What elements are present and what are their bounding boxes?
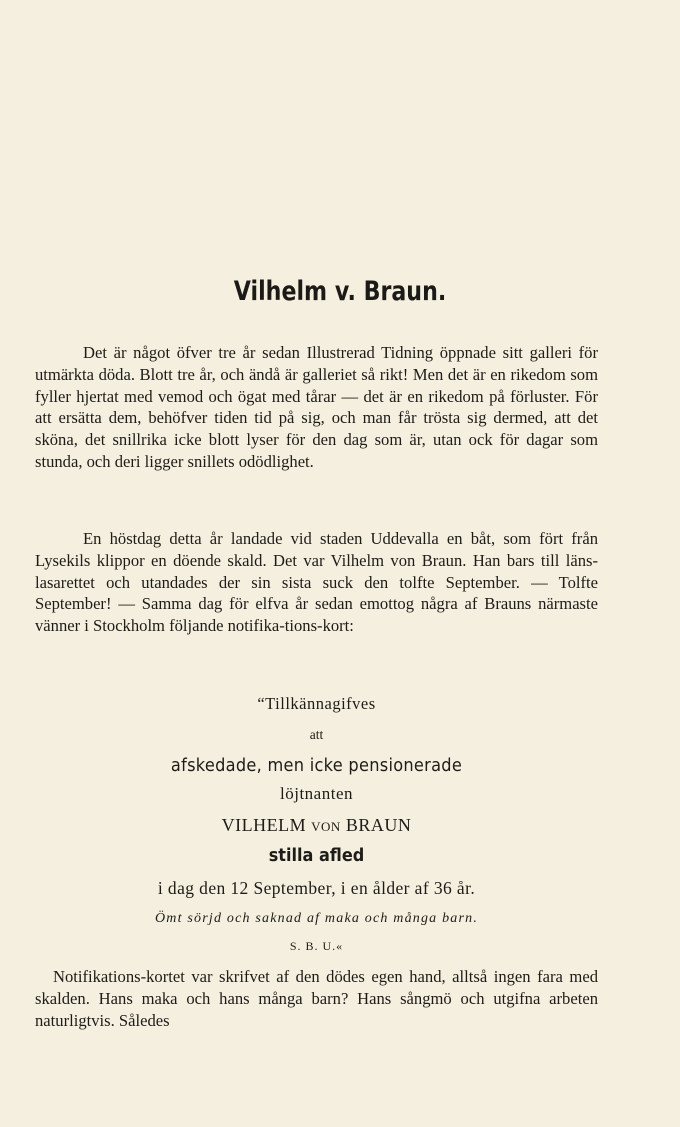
- notice-name-von: VON: [311, 819, 341, 834]
- notice-heading: “Tillkännagifves: [257, 694, 376, 713]
- notice-name-last: BRAUN: [345, 815, 412, 835]
- notice-date-age: i dag den 12 September, i en ålder af 36 år.: [157, 878, 476, 898]
- notice-signature: S. B. U.«: [289, 939, 344, 953]
- paragraph-closing-text: Notifikations-kortet var skrifvet af den dödes egen hand, alltså ingen fara med skalden. Hans maka och hans många barn? Hans sångmö och utgifna arbeten naturligtvis. Således: [35, 967, 598, 1030]
- paragraph-closing: [35, 966, 598, 1031]
- notice-mourned: Ömt sörjd och saknad af maka och många barn.: [154, 911, 479, 926]
- notice-rank: löjtnanten: [280, 784, 353, 803]
- notice-rank-description: afskedade, men icke pensionerade: [170, 755, 463, 776]
- notice-passed: stilla afled: [268, 846, 365, 866]
- paragraph-narrative-text: En höstdag detta år landade vid staden Uddevalla en båt, som fört från Lysekils klippor en döende skald. Det var Vilhelm von Braun. Han bars till läns-lasarettet och utandades der sin sista suck den tolfte September. — Tolfte September! — Samma dag för elfva år sedan emottog några af Brauns närmaste vänner i Stockholm följande notifika-tions-kort:: [35, 529, 598, 636]
- notice-att: att: [309, 727, 324, 742]
- notice-name-first: VILHELM: [221, 815, 307, 835]
- paragraph-narrative: [35, 528, 598, 637]
- paragraph-intro-text: Det är något öfver tre år sedan Illustrerad Tidning öppnade sitt galleri för utmärkta döda. Blott tre år, och ändå är galleriet så rikt! Men det är en rikedom som fyller hjertat med vemod och ögat med tårar — det är en rikedom på förluster. För att ersätta dem, behöfver tiden tid på sig, och man får trösta sig dermed, att det sköna, det snillrika icke blott lyser för den dag som är, utan ock för dagar som stunda, och deri ligger snillets odödlighet.: [35, 343, 598, 471]
- paragraph-intro: [35, 342, 598, 473]
- article-title: Vilhelm v. Braun.: [233, 276, 447, 307]
- notice-name: [35, 815, 598, 836]
